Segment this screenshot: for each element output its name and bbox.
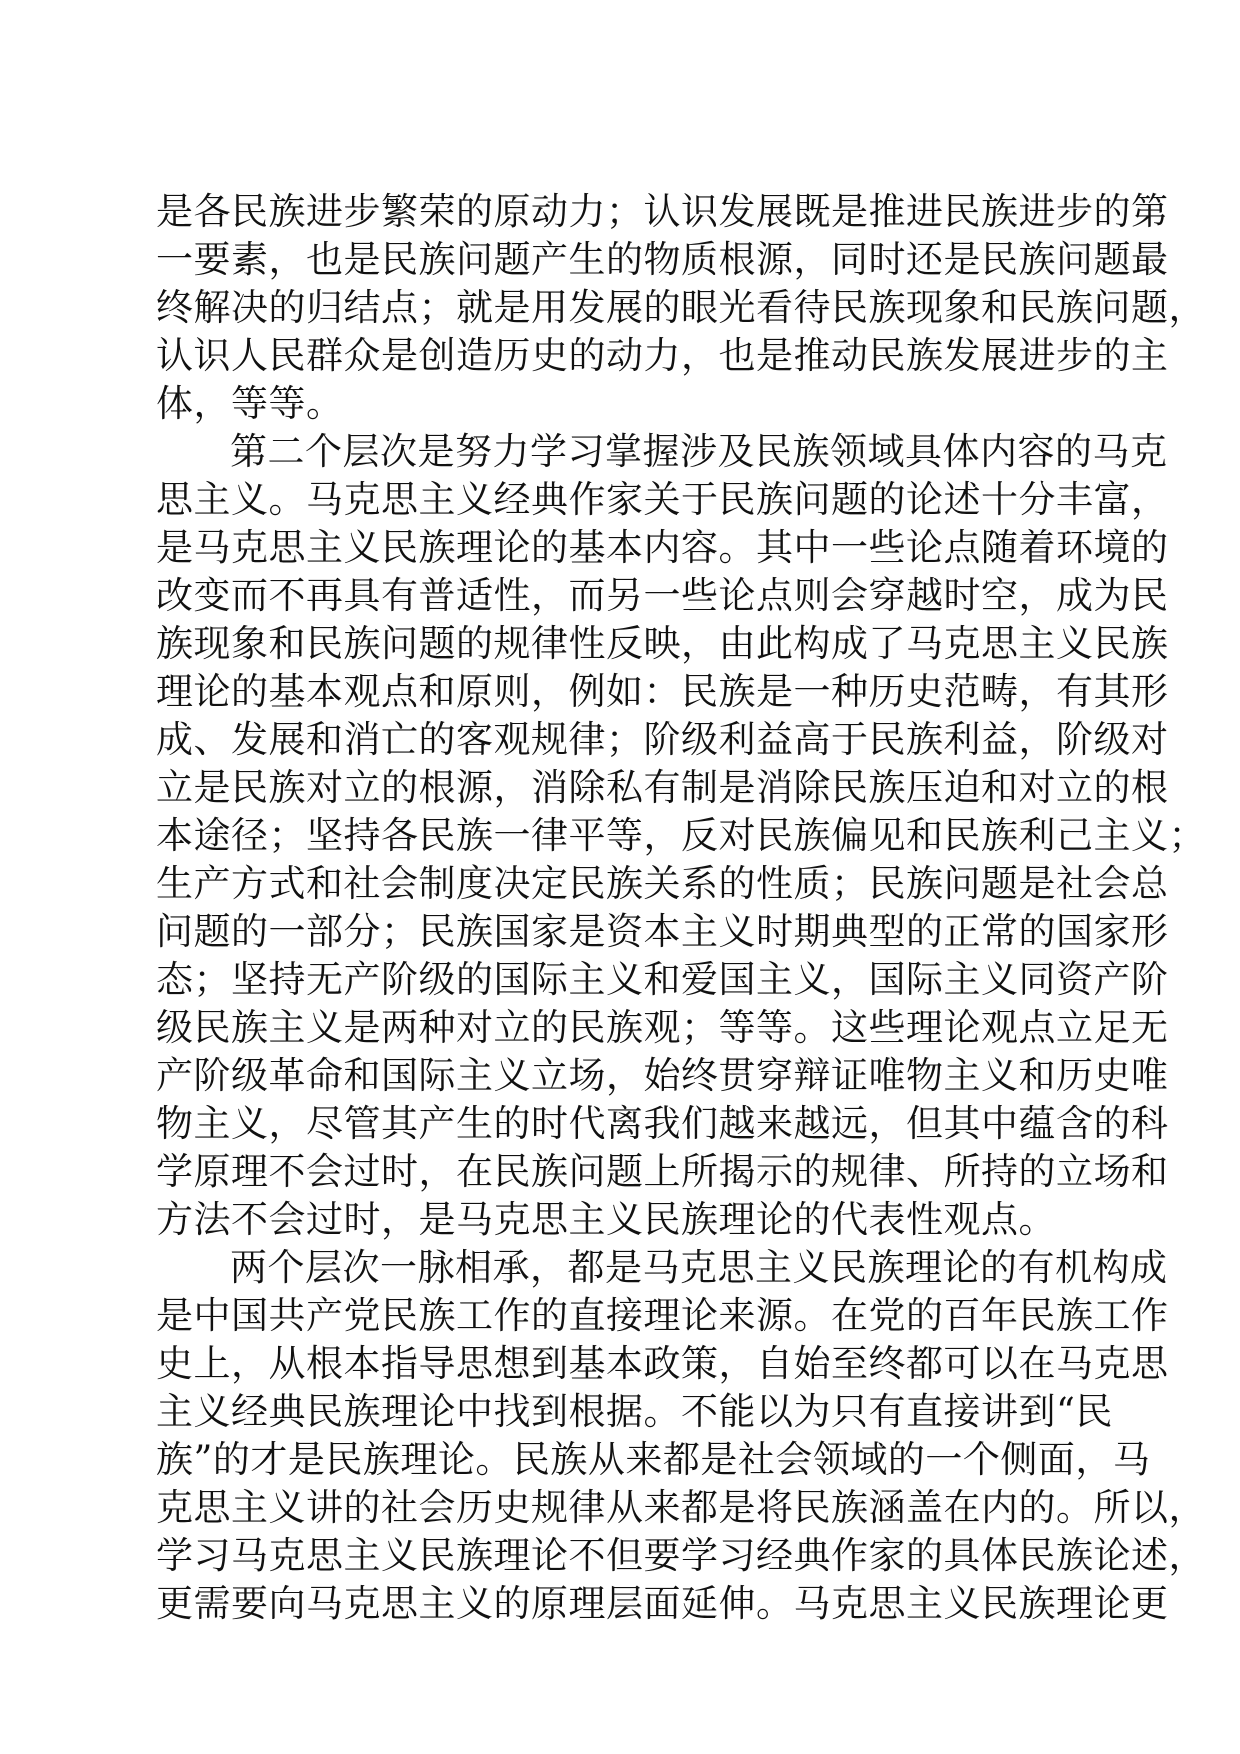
text-line: 族现象和民族问题的规律性反映，由此构成了马克思主义民族 bbox=[156, 622, 1169, 665]
text-line: 态；坚持无产阶级的国际主义和爱国主义，国际主义同资产阶 bbox=[156, 958, 1169, 1001]
text-line: 史上，从根本指导思想到基本政策，自始至终都可以在马克思 bbox=[156, 1342, 1169, 1385]
text-line: 改变而不再具有普适性，而另一些论点则会穿越时空，成为民 bbox=[156, 574, 1169, 617]
text-line: 两个层次一脉相承，都是马克思主义民族理论的有机构成 bbox=[230, 1246, 1168, 1289]
text-line: 物主义，尽管其产生的时代离我们越来越远，但其中蕴含的科 bbox=[156, 1102, 1169, 1145]
text-line: 方法不会过时，是马克思主义民族理论的代表性观点。 bbox=[156, 1198, 1056, 1241]
text-line: 立是民族对立的根源，消除私有制是消除民族压迫和对立的根 bbox=[156, 766, 1169, 809]
text-line: 级民族主义是两种对立的民族观；等等。这些理论观点立足无 bbox=[156, 1006, 1169, 1049]
text-line: 是中国共产党民族工作的直接理论来源。在党的百年民族工作 bbox=[156, 1294, 1169, 1337]
text-line: 学习马克思主义民族理论不但要学习经典作家的具体民族论述， bbox=[156, 1534, 1206, 1577]
text-line: 认识人民群众是创造历史的动力，也是推动民族发展进步的主 bbox=[156, 334, 1169, 377]
text-line: 是马克思主义民族理论的基本内容。其中一些论点随着环境的 bbox=[156, 526, 1169, 569]
text-line: 思主义。马克思主义经典作家关于民族问题的论述十分丰富， bbox=[156, 478, 1169, 521]
text-line: 问题的一部分；民族国家是资本主义时期典型的正常的国家形 bbox=[156, 910, 1169, 953]
text-line: 体，等等。 bbox=[156, 382, 344, 425]
text-line: 终解决的归结点；就是用发展的眼光看待民族现象和民族问题， bbox=[156, 286, 1206, 329]
text-line: 族”的才是民族理论。民族从来都是社会领域的一个侧面，马 bbox=[156, 1438, 1151, 1481]
text-line: 更需要向马克思主义的原理层面延伸。马克思主义民族理论更 bbox=[156, 1582, 1169, 1625]
text-line: 主义经典民族理论中找到根据。不能以为只有直接讲到“民 bbox=[156, 1390, 1113, 1433]
text-line: 学原理不会过时，在民族问题上所揭示的规律、所持的立场和 bbox=[156, 1150, 1169, 1193]
text-line: 第二个层次是努力学习掌握涉及民族领域具体内容的马克 bbox=[230, 430, 1168, 473]
text-line: 产阶级革命和国际主义立场，始终贯穿辩证唯物主义和历史唯 bbox=[156, 1054, 1169, 1097]
text-line: 理论的基本观点和原则，例如：民族是一种历史范畴，有其形 bbox=[156, 670, 1169, 713]
body-text bbox=[156, 188, 1206, 1628]
text-line: 生产方式和社会制度决定民族关系的性质；民族问题是社会总 bbox=[156, 862, 1169, 905]
text-line: 一要素，也是民族问题产生的物质根源，同时还是民族问题最 bbox=[156, 238, 1169, 281]
text-line: 成、发展和消亡的客观规律；阶级利益高于民族利益，阶级对 bbox=[156, 718, 1169, 761]
text-line: 克思主义讲的社会历史规律从来都是将民族涵盖在内的。所以， bbox=[156, 1486, 1206, 1529]
text-line: 本途径；坚持各民族一律平等，反对民族偏见和民族利己主义； bbox=[156, 814, 1206, 857]
text-line: 是各民族进步繁荣的原动力；认识发展既是推进民族进步的第 bbox=[156, 190, 1169, 233]
